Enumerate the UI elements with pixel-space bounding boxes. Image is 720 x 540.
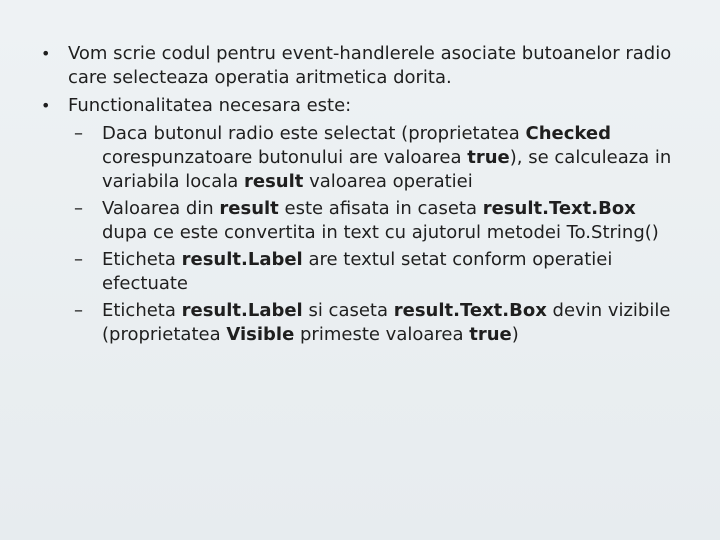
bold-segment: result.Text.Box bbox=[482, 198, 636, 219]
bold-segment: result.Text.Box bbox=[393, 300, 547, 321]
text-segment: devin vizibile (proprietatea bbox=[102, 300, 671, 345]
bold-segment: result.Label bbox=[181, 300, 303, 321]
bold-segment: Checked bbox=[525, 123, 611, 144]
sub-bullet-text bbox=[102, 122, 676, 194]
text-segment: are textul setat conform operatiei efectuate bbox=[102, 249, 613, 294]
bold-segment: true bbox=[467, 147, 510, 168]
sub-bullet-marker: – bbox=[74, 249, 83, 270]
bullet-marker: • bbox=[41, 44, 51, 63]
bullet-item bbox=[0, 42, 720, 90]
sub-bullet-marker: – bbox=[74, 198, 83, 219]
text-segment: Functionalitatea necesara este: bbox=[68, 95, 352, 116]
text-segment: ) bbox=[511, 324, 519, 345]
text-segment: corespunzatoare butonului are valoarea bbox=[102, 147, 468, 168]
text-segment: Eticheta bbox=[102, 249, 182, 270]
bold-segment: Visible bbox=[226, 324, 295, 345]
text-segment: Valoarea din bbox=[102, 198, 220, 219]
bullet-marker: • bbox=[41, 96, 51, 115]
text-segment: dupa ce este convertita in text cu ajutorul metodei To.String() bbox=[102, 222, 659, 243]
text-segment: si caseta bbox=[302, 300, 394, 321]
sub-bullet-item bbox=[0, 248, 720, 296]
sub-bullet-marker: – bbox=[74, 123, 83, 144]
sub-bullet-marker: – bbox=[74, 300, 83, 321]
text-segment: Daca butonul radio este selectat (proprietatea bbox=[102, 123, 526, 144]
sub-bullet-item bbox=[0, 299, 720, 347]
text-segment: Eticheta bbox=[102, 300, 182, 321]
sub-bullet-item bbox=[0, 122, 720, 194]
sub-bullet-item bbox=[0, 197, 720, 245]
text-segment: este afisata in caseta bbox=[278, 198, 483, 219]
bullet-list bbox=[0, 42, 720, 350]
sub-bullet-text bbox=[102, 197, 676, 245]
text-segment: valoarea operatiei bbox=[303, 171, 473, 192]
bullet-text bbox=[68, 42, 676, 90]
bullet-text bbox=[68, 94, 676, 118]
text-segment: Vom scrie codul pentru event-handlerele asociate butoanelor radio care selecteaza operatia aritmetica dorita. bbox=[68, 43, 672, 88]
text-segment: ), se calculeaza in variabila locala bbox=[102, 147, 672, 192]
sub-bullet-text bbox=[102, 299, 676, 347]
bold-segment: result bbox=[244, 171, 304, 192]
sub-bullet-text bbox=[102, 248, 676, 296]
bold-segment: true bbox=[469, 324, 512, 345]
text-segment: primeste valoarea bbox=[294, 324, 470, 345]
bullet-item bbox=[0, 94, 720, 118]
bold-segment: result.Label bbox=[181, 249, 303, 270]
bold-segment: result bbox=[219, 198, 279, 219]
